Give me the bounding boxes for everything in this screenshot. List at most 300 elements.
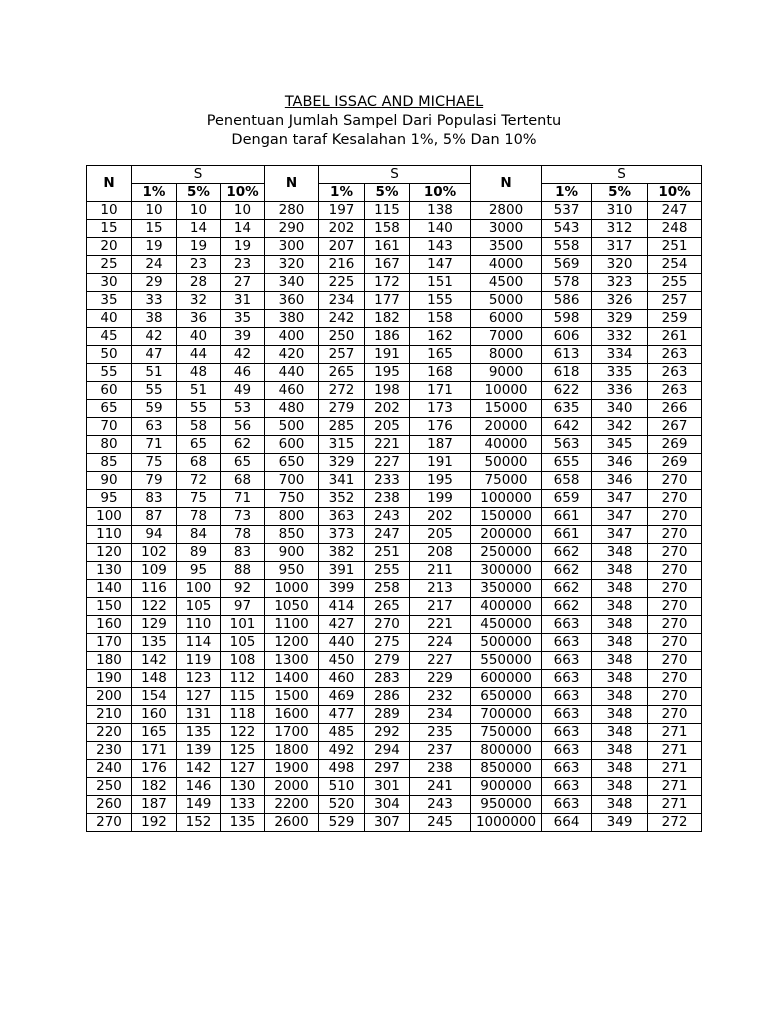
cell-s-1pct-group1: 122 (132, 598, 177, 616)
cell-s-1pct-group1: 47 (132, 346, 177, 364)
cell-s-1pct-group3: 543 (542, 220, 592, 238)
cell-n-group2: 2600 (265, 814, 319, 832)
cell-s-10pct-group2: 143 (410, 238, 471, 256)
cell-s-5pct-group3: 348 (592, 616, 648, 634)
column-header-s-2: S (319, 166, 471, 184)
cell-s-5pct-group2: 115 (365, 202, 410, 220)
cell-s-5pct-group1: 139 (177, 742, 221, 760)
cell-n-group1: 55 (87, 364, 132, 382)
cell-s-1pct-group1: 55 (132, 382, 177, 400)
cell-s-10pct-group3: 271 (648, 760, 702, 778)
cell-s-10pct-group1: 135 (221, 814, 265, 832)
cell-s-5pct-group3: 349 (592, 814, 648, 832)
cell-n-group1: 65 (87, 400, 132, 418)
cell-s-1pct-group1: 135 (132, 634, 177, 652)
cell-s-1pct-group2: 399 (319, 580, 365, 598)
cell-s-10pct-group3: 272 (648, 814, 702, 832)
cell-s-1pct-group2: 477 (319, 706, 365, 724)
cell-s-5pct-group3: 348 (592, 796, 648, 814)
column-header-5pct: 5% (592, 184, 648, 202)
cell-s-5pct-group1: 142 (177, 760, 221, 778)
cell-s-5pct-group2: 247 (365, 526, 410, 544)
cell-s-1pct-group1: 187 (132, 796, 177, 814)
cell-n-group1: 45 (87, 328, 132, 346)
cell-s-10pct-group1: 83 (221, 544, 265, 562)
cell-s-10pct-group3: 270 (648, 544, 702, 562)
cell-s-10pct-group2: 147 (410, 256, 471, 274)
cell-s-1pct-group1: 87 (132, 508, 177, 526)
cell-s-5pct-group3: 348 (592, 598, 648, 616)
table-row (87, 670, 702, 688)
cell-s-10pct-group3: 270 (648, 706, 702, 724)
cell-s-1pct-group3: 658 (542, 472, 592, 490)
cell-s-1pct-group1: 42 (132, 328, 177, 346)
cell-s-1pct-group2: 207 (319, 238, 365, 256)
cell-s-5pct-group3: 336 (592, 382, 648, 400)
cell-s-1pct-group2: 265 (319, 364, 365, 382)
cell-s-5pct-group1: 51 (177, 382, 221, 400)
cell-s-5pct-group2: 205 (365, 418, 410, 436)
cell-n-group3: 9000 (471, 364, 542, 382)
cell-s-10pct-group2: 234 (410, 706, 471, 724)
cell-s-1pct-group1: 19 (132, 238, 177, 256)
cell-s-1pct-group2: 329 (319, 454, 365, 472)
cell-s-1pct-group1: 154 (132, 688, 177, 706)
cell-n-group3: 4500 (471, 274, 542, 292)
table-row (87, 238, 702, 256)
cell-s-5pct-group2: 275 (365, 634, 410, 652)
cell-s-10pct-group1: 23 (221, 256, 265, 274)
cell-s-5pct-group3: 348 (592, 652, 648, 670)
cell-s-10pct-group1: 112 (221, 670, 265, 688)
cell-s-10pct-group3: 263 (648, 364, 702, 382)
cell-s-1pct-group1: 24 (132, 256, 177, 274)
cell-n-group1: 260 (87, 796, 132, 814)
cell-n-group3: 8000 (471, 346, 542, 364)
cell-s-10pct-group1: 92 (221, 580, 265, 598)
table-row (87, 346, 702, 364)
cell-s-10pct-group2: 165 (410, 346, 471, 364)
cell-s-10pct-group1: 19 (221, 238, 265, 256)
cell-s-5pct-group1: 100 (177, 580, 221, 598)
cell-s-1pct-group3: 663 (542, 634, 592, 652)
cell-n-group3: 100000 (471, 490, 542, 508)
cell-n-group1: 70 (87, 418, 132, 436)
cell-s-1pct-group1: 59 (132, 400, 177, 418)
cell-s-10pct-group1: 62 (221, 436, 265, 454)
cell-s-5pct-group2: 172 (365, 274, 410, 292)
cell-s-10pct-group3: 270 (648, 490, 702, 508)
cell-s-5pct-group3: 346 (592, 472, 648, 490)
cell-s-10pct-group2: 187 (410, 436, 471, 454)
cell-s-1pct-group3: 664 (542, 814, 592, 832)
cell-n-group1: 95 (87, 490, 132, 508)
cell-s-5pct-group1: 14 (177, 220, 221, 238)
cell-s-1pct-group1: 75 (132, 454, 177, 472)
table-row (87, 706, 702, 724)
cell-n-group1: 160 (87, 616, 132, 634)
cell-s-1pct-group3: 598 (542, 310, 592, 328)
cell-s-1pct-group3: 569 (542, 256, 592, 274)
cell-s-1pct-group2: 450 (319, 652, 365, 670)
cell-n-group2: 850 (265, 526, 319, 544)
cell-s-1pct-group2: 520 (319, 796, 365, 814)
cell-s-1pct-group2: 272 (319, 382, 365, 400)
cell-s-1pct-group1: 116 (132, 580, 177, 598)
cell-s-10pct-group3: 259 (648, 310, 702, 328)
cell-n-group2: 1500 (265, 688, 319, 706)
cell-s-1pct-group1: 83 (132, 490, 177, 508)
cell-s-5pct-group2: 182 (365, 310, 410, 328)
table-row (87, 490, 702, 508)
table-row (87, 328, 702, 346)
cell-s-1pct-group3: 663 (542, 778, 592, 796)
cell-s-10pct-group2: 151 (410, 274, 471, 292)
cell-s-10pct-group3: 270 (648, 670, 702, 688)
cell-n-group1: 250 (87, 778, 132, 796)
cell-s-5pct-group3: 320 (592, 256, 648, 274)
table-row (87, 544, 702, 562)
cell-s-10pct-group3: 270 (648, 652, 702, 670)
cell-s-10pct-group1: 14 (221, 220, 265, 238)
cell-n-group3: 750000 (471, 724, 542, 742)
cell-s-10pct-group2: 140 (410, 220, 471, 238)
cell-s-10pct-group3: 251 (648, 238, 702, 256)
cell-s-10pct-group2: 245 (410, 814, 471, 832)
cell-s-5pct-group1: 114 (177, 634, 221, 652)
cell-s-5pct-group1: 23 (177, 256, 221, 274)
cell-s-5pct-group3: 342 (592, 418, 648, 436)
column-header-n-1: N (87, 166, 132, 202)
cell-s-10pct-group1: 127 (221, 760, 265, 778)
cell-s-1pct-group2: 492 (319, 742, 365, 760)
cell-s-5pct-group1: 19 (177, 238, 221, 256)
cell-s-5pct-group2: 195 (365, 364, 410, 382)
cell-n-group1: 180 (87, 652, 132, 670)
table-row (87, 400, 702, 418)
cell-n-group1: 90 (87, 472, 132, 490)
cell-n-group3: 15000 (471, 400, 542, 418)
table-row (87, 724, 702, 742)
cell-s-1pct-group2: 460 (319, 670, 365, 688)
cell-n-group1: 60 (87, 382, 132, 400)
table-row (87, 580, 702, 598)
cell-n-group1: 220 (87, 724, 132, 742)
cell-s-5pct-group3: 348 (592, 760, 648, 778)
cell-s-5pct-group2: 255 (365, 562, 410, 580)
cell-s-1pct-group2: 391 (319, 562, 365, 580)
cell-n-group2: 320 (265, 256, 319, 274)
cell-n-group2: 500 (265, 418, 319, 436)
cell-n-group3: 3500 (471, 238, 542, 256)
table-row (87, 616, 702, 634)
cell-s-5pct-group2: 251 (365, 544, 410, 562)
cell-s-10pct-group3: 271 (648, 778, 702, 796)
cell-s-1pct-group1: 192 (132, 814, 177, 832)
cell-n-group3: 10000 (471, 382, 542, 400)
cell-n-group1: 210 (87, 706, 132, 724)
cell-n-group1: 150 (87, 598, 132, 616)
cell-n-group2: 750 (265, 490, 319, 508)
table-body (87, 202, 702, 832)
cell-s-1pct-group3: 663 (542, 616, 592, 634)
cell-s-5pct-group3: 340 (592, 400, 648, 418)
table-row (87, 418, 702, 436)
cell-n-group2: 1700 (265, 724, 319, 742)
cell-s-1pct-group2: 216 (319, 256, 365, 274)
cell-s-5pct-group2: 304 (365, 796, 410, 814)
table-row (87, 292, 702, 310)
cell-s-1pct-group1: 165 (132, 724, 177, 742)
cell-s-5pct-group3: 335 (592, 364, 648, 382)
cell-s-5pct-group2: 198 (365, 382, 410, 400)
cell-s-5pct-group2: 292 (365, 724, 410, 742)
cell-s-5pct-group3: 347 (592, 490, 648, 508)
cell-s-10pct-group2: 176 (410, 418, 471, 436)
cell-s-10pct-group1: 42 (221, 346, 265, 364)
cell-s-1pct-group3: 662 (542, 580, 592, 598)
cell-n-group2: 420 (265, 346, 319, 364)
cell-s-1pct-group3: 663 (542, 742, 592, 760)
cell-s-10pct-group1: 31 (221, 292, 265, 310)
cell-s-5pct-group3: 326 (592, 292, 648, 310)
table-row (87, 778, 702, 796)
cell-s-1pct-group2: 373 (319, 526, 365, 544)
cell-s-5pct-group3: 323 (592, 274, 648, 292)
table-row (87, 364, 702, 382)
cell-s-5pct-group1: 55 (177, 400, 221, 418)
cell-n-group2: 1000 (265, 580, 319, 598)
cell-s-10pct-group2: 199 (410, 490, 471, 508)
cell-s-10pct-group3: 269 (648, 454, 702, 472)
cell-s-10pct-group1: 115 (221, 688, 265, 706)
cell-n-group2: 360 (265, 292, 319, 310)
cell-s-1pct-group3: 659 (542, 490, 592, 508)
cell-s-5pct-group2: 279 (365, 652, 410, 670)
cell-s-10pct-group3: 270 (648, 616, 702, 634)
table-row (87, 562, 702, 580)
cell-s-10pct-group2: 224 (410, 634, 471, 652)
cell-n-group3: 850000 (471, 760, 542, 778)
cell-s-1pct-group2: 315 (319, 436, 365, 454)
cell-n-group1: 200 (87, 688, 132, 706)
cell-s-1pct-group3: 537 (542, 202, 592, 220)
cell-s-10pct-group2: 211 (410, 562, 471, 580)
cell-s-1pct-group1: 79 (132, 472, 177, 490)
column-header-5pct: 5% (177, 184, 221, 202)
cell-s-5pct-group2: 283 (365, 670, 410, 688)
cell-n-group1: 10 (87, 202, 132, 220)
cell-s-5pct-group2: 202 (365, 400, 410, 418)
cell-s-5pct-group1: 65 (177, 436, 221, 454)
cell-s-5pct-group1: 28 (177, 274, 221, 292)
cell-s-10pct-group2: 168 (410, 364, 471, 382)
cell-s-1pct-group3: 558 (542, 238, 592, 256)
cell-s-1pct-group1: 38 (132, 310, 177, 328)
cell-s-10pct-group2: 238 (410, 760, 471, 778)
cell-s-10pct-group3: 254 (648, 256, 702, 274)
table-row (87, 760, 702, 778)
table-row (87, 274, 702, 292)
cell-s-1pct-group3: 618 (542, 364, 592, 382)
cell-s-1pct-group1: 160 (132, 706, 177, 724)
cell-s-1pct-group3: 586 (542, 292, 592, 310)
column-header-n-3: N (471, 166, 542, 202)
cell-n-group1: 35 (87, 292, 132, 310)
cell-n-group2: 280 (265, 202, 319, 220)
cell-s-10pct-group1: 49 (221, 382, 265, 400)
cell-s-1pct-group2: 427 (319, 616, 365, 634)
cell-n-group3: 75000 (471, 472, 542, 490)
cell-s-5pct-group1: 110 (177, 616, 221, 634)
cell-s-1pct-group1: 129 (132, 616, 177, 634)
cell-n-group3: 150000 (471, 508, 542, 526)
cell-n-group1: 80 (87, 436, 132, 454)
cell-s-10pct-group3: 257 (648, 292, 702, 310)
cell-s-5pct-group1: 146 (177, 778, 221, 796)
cell-s-1pct-group1: 63 (132, 418, 177, 436)
cell-n-group1: 110 (87, 526, 132, 544)
cell-s-5pct-group3: 334 (592, 346, 648, 364)
cell-n-group2: 380 (265, 310, 319, 328)
cell-s-10pct-group3: 271 (648, 724, 702, 742)
cell-n-group3: 2800 (471, 202, 542, 220)
cell-s-5pct-group2: 221 (365, 436, 410, 454)
cell-s-1pct-group1: 71 (132, 436, 177, 454)
cell-s-5pct-group1: 44 (177, 346, 221, 364)
cell-s-10pct-group2: 235 (410, 724, 471, 742)
cell-n-group1: 30 (87, 274, 132, 292)
cell-n-group3: 650000 (471, 688, 542, 706)
cell-s-10pct-group2: 229 (410, 670, 471, 688)
cell-s-10pct-group2: 217 (410, 598, 471, 616)
cell-s-1pct-group3: 655 (542, 454, 592, 472)
cell-s-10pct-group2: 232 (410, 688, 471, 706)
cell-s-10pct-group1: 10 (221, 202, 265, 220)
cell-n-group2: 900 (265, 544, 319, 562)
cell-s-1pct-group3: 662 (542, 544, 592, 562)
table-row (87, 814, 702, 832)
cell-s-5pct-group3: 329 (592, 310, 648, 328)
cell-s-5pct-group1: 10 (177, 202, 221, 220)
cell-s-1pct-group1: 176 (132, 760, 177, 778)
cell-s-5pct-group2: 286 (365, 688, 410, 706)
cell-s-10pct-group3: 270 (648, 598, 702, 616)
cell-s-1pct-group3: 622 (542, 382, 592, 400)
cell-n-group1: 240 (87, 760, 132, 778)
cell-s-1pct-group3: 663 (542, 688, 592, 706)
cell-s-1pct-group2: 469 (319, 688, 365, 706)
cell-s-10pct-group2: 227 (410, 652, 471, 670)
cell-n-group3: 950000 (471, 796, 542, 814)
cell-s-10pct-group3: 263 (648, 346, 702, 364)
cell-s-5pct-group3: 348 (592, 562, 648, 580)
cell-s-10pct-group3: 270 (648, 472, 702, 490)
cell-s-5pct-group2: 297 (365, 760, 410, 778)
cell-s-1pct-group2: 363 (319, 508, 365, 526)
table-row (87, 598, 702, 616)
table-row (87, 436, 702, 454)
cell-s-10pct-group2: 241 (410, 778, 471, 796)
cell-s-1pct-group3: 662 (542, 598, 592, 616)
cell-s-10pct-group3: 267 (648, 418, 702, 436)
column-header-1pct: 1% (132, 184, 177, 202)
cell-n-group3: 500000 (471, 634, 542, 652)
cell-s-5pct-group3: 348 (592, 706, 648, 724)
cell-n-group1: 50 (87, 346, 132, 364)
cell-s-1pct-group2: 225 (319, 274, 365, 292)
cell-s-10pct-group2: 205 (410, 526, 471, 544)
cell-n-group1: 85 (87, 454, 132, 472)
cell-s-5pct-group1: 36 (177, 310, 221, 328)
cell-s-10pct-group2: 138 (410, 202, 471, 220)
cell-s-5pct-group3: 348 (592, 634, 648, 652)
cell-s-5pct-group1: 135 (177, 724, 221, 742)
cell-n-group1: 120 (87, 544, 132, 562)
column-header-1pct: 1% (319, 184, 365, 202)
cell-s-5pct-group1: 131 (177, 706, 221, 724)
cell-s-10pct-group3: 271 (648, 742, 702, 760)
cell-s-1pct-group2: 257 (319, 346, 365, 364)
cell-s-10pct-group1: 53 (221, 400, 265, 418)
cell-n-group1: 230 (87, 742, 132, 760)
cell-s-5pct-group2: 227 (365, 454, 410, 472)
cell-s-10pct-group3: 263 (648, 382, 702, 400)
cell-s-5pct-group2: 289 (365, 706, 410, 724)
cell-s-5pct-group3: 346 (592, 454, 648, 472)
cell-s-5pct-group3: 348 (592, 742, 648, 760)
cell-s-1pct-group1: 182 (132, 778, 177, 796)
cell-n-group3: 6000 (471, 310, 542, 328)
cell-n-group3: 200000 (471, 526, 542, 544)
cell-s-5pct-group1: 78 (177, 508, 221, 526)
cell-s-5pct-group1: 48 (177, 364, 221, 382)
cell-s-5pct-group3: 317 (592, 238, 648, 256)
cell-s-1pct-group1: 33 (132, 292, 177, 310)
table-row (87, 382, 702, 400)
cell-s-1pct-group1: 29 (132, 274, 177, 292)
cell-s-10pct-group1: 56 (221, 418, 265, 436)
cell-s-1pct-group2: 285 (319, 418, 365, 436)
cell-n-group3: 7000 (471, 328, 542, 346)
cell-s-5pct-group1: 84 (177, 526, 221, 544)
cell-s-5pct-group2: 161 (365, 238, 410, 256)
cell-s-10pct-group1: 73 (221, 508, 265, 526)
cell-s-1pct-group1: 15 (132, 220, 177, 238)
cell-s-1pct-group2: 234 (319, 292, 365, 310)
cell-s-5pct-group3: 348 (592, 688, 648, 706)
cell-s-10pct-group2: 221 (410, 616, 471, 634)
cell-s-1pct-group2: 414 (319, 598, 365, 616)
column-header-10pct: 10% (648, 184, 702, 202)
page-subtitle: Penentuan Jumlah Sampel Dari Populasi Tertentu (206, 113, 562, 129)
cell-s-10pct-group1: 125 (221, 742, 265, 760)
cell-s-10pct-group3: 270 (648, 580, 702, 598)
header-row-sub (87, 184, 702, 202)
cell-n-group3: 900000 (471, 778, 542, 796)
cell-s-1pct-group3: 663 (542, 796, 592, 814)
cell-s-5pct-group3: 348 (592, 670, 648, 688)
cell-s-5pct-group2: 294 (365, 742, 410, 760)
cell-n-group1: 40 (87, 310, 132, 328)
cell-s-10pct-group2: 208 (410, 544, 471, 562)
cell-s-1pct-group2: 485 (319, 724, 365, 742)
cell-s-1pct-group2: 440 (319, 634, 365, 652)
cell-s-5pct-group1: 58 (177, 418, 221, 436)
table-row (87, 652, 702, 670)
cell-s-5pct-group2: 233 (365, 472, 410, 490)
cell-s-5pct-group3: 348 (592, 778, 648, 796)
